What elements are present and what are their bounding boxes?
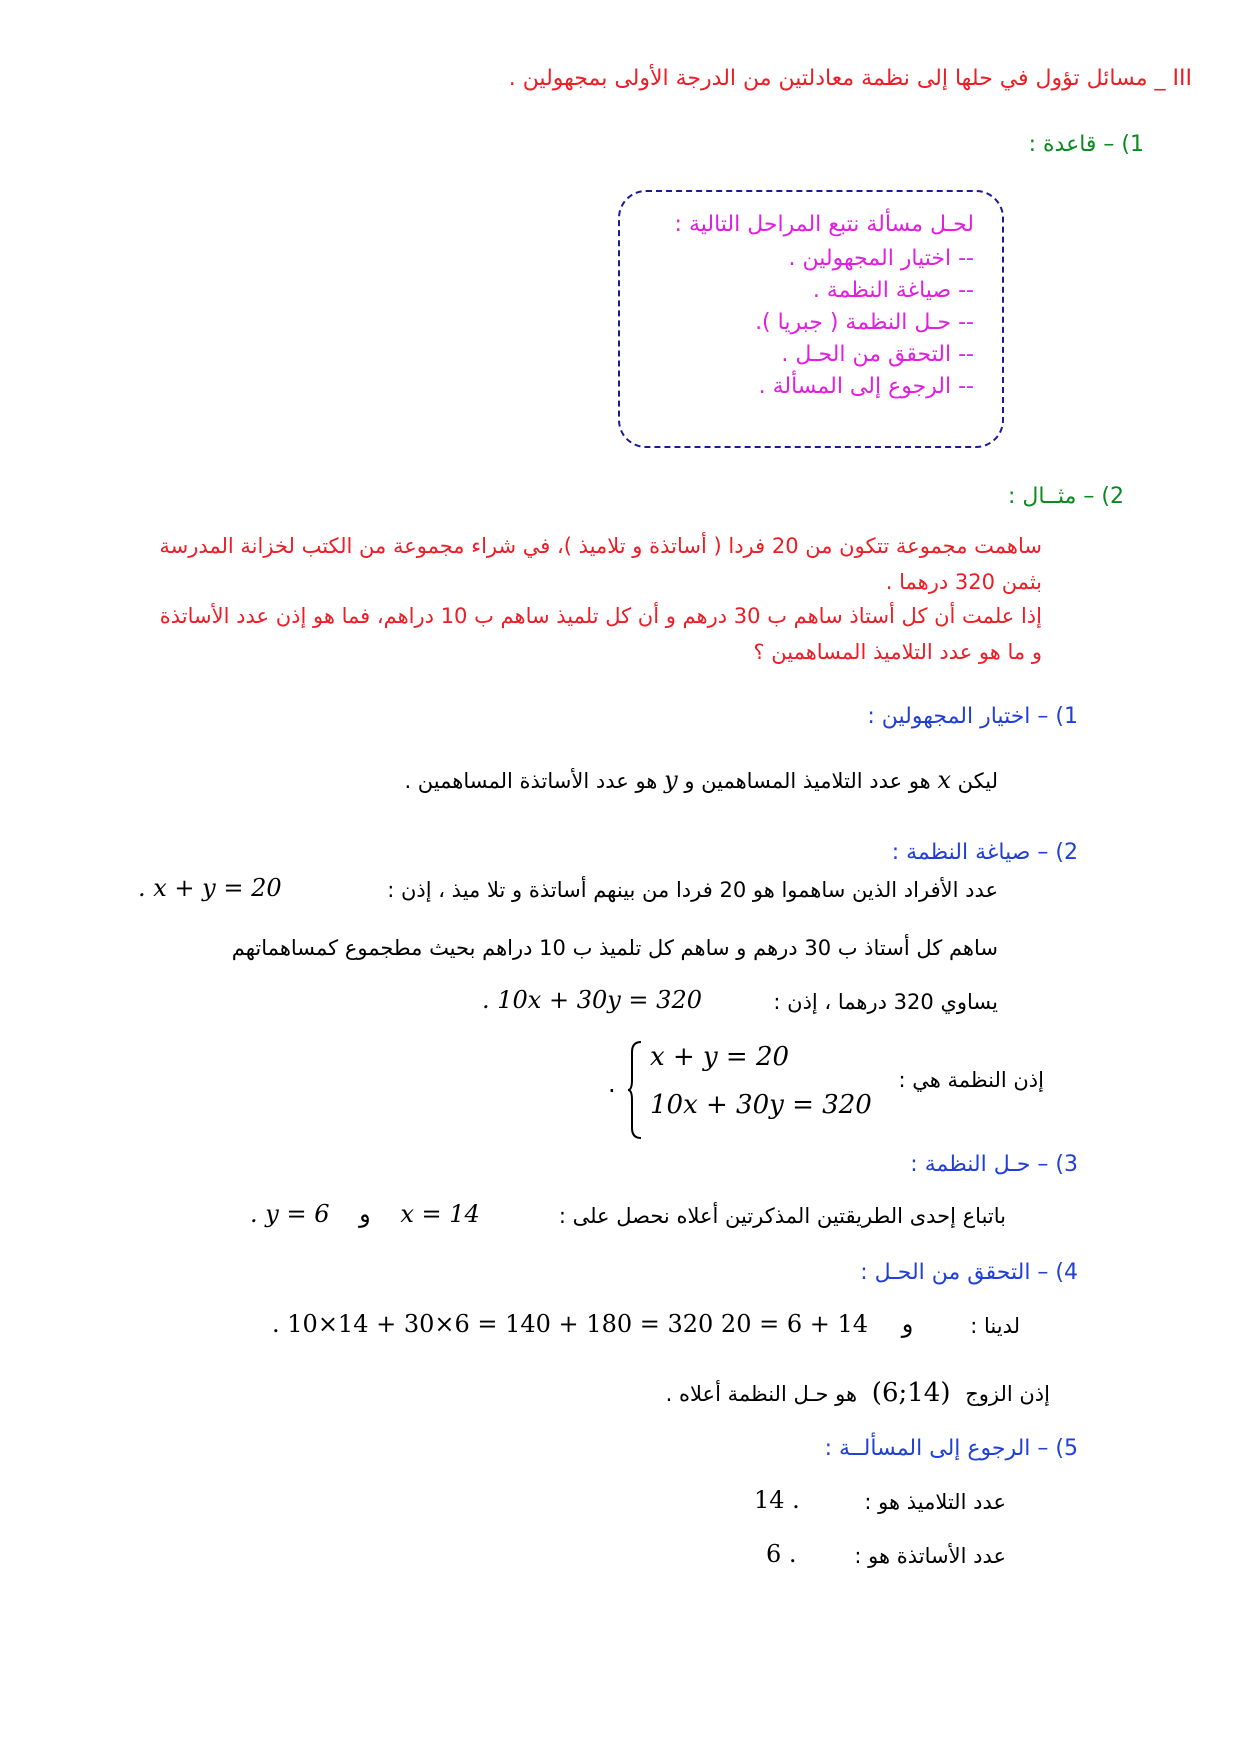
left-brace-icon [628, 1040, 642, 1140]
step3-text: باتباع إحدى الطريقتين المذكرتين أعلاه نحصل على : [558, 1204, 1006, 1228]
rule-step-return: -- الرجوع إلى المسألة . [758, 374, 974, 399]
check-sum: 14 + 6 = 20 [720, 1310, 869, 1338]
step1-text-a: ليكن [957, 769, 998, 793]
rule-step-choose: -- اختيار المجهولين . [788, 246, 974, 271]
step2-line-2: ساهم كل أستاذ ب 30 درهم و ساهم كل تلميذ ب 10 دراهم بحيث مطجموع كمساهماتهم [231, 936, 998, 960]
check-end-dot: . [272, 1310, 280, 1338]
problem-line-4: و ما هو عدد التلاميذ المساهمين ؟ [753, 640, 1042, 664]
rule-box-intro: لحـل مسألة نتبع المراحل التالية : [674, 212, 974, 237]
problem-line-1: ساهمت مجموعة تتكون من 20 فردا ( أساتذة و تلاميذ )، في شراء مجموعة من الكتب لخزانة المدرسة [159, 534, 1042, 558]
system-equation-2: 10x + 30y = 320 [650, 1090, 872, 1120]
equation-cost-text: 10x + 30y = 320 [497, 986, 702, 1014]
check-and: و [901, 1310, 914, 1338]
step5-heading: 5) – الرجوع إلى المسألــة : [824, 1436, 1078, 1461]
problem-line-3: إذا علمت أن كل أستاذ ساهم ب 30 درهم و أن كل تلميذ ساهم ب 10 دراهم، فما هو إذن عدد الأساتذة [159, 604, 1042, 628]
step2-heading: 2) – صياغة النظمة : [891, 840, 1078, 865]
students-label: عدد التلاميذ هو : [864, 1490, 1006, 1514]
step1-text-c: هو عدد الأساتذة المساهمين . [404, 769, 658, 793]
rule-step-formulate: -- صياغة النظمة . [812, 278, 974, 303]
check-line [272, 1310, 939, 1338]
system-equation-1: x + y = 20 [650, 1042, 790, 1072]
equation-sum: . x + y = 20 [138, 874, 282, 902]
step1-text-b: هو عدد التلاميذ المساهمين و [684, 769, 931, 793]
solution-pair: (14;6) [871, 1378, 951, 1408]
equation-cost: . 10x + 30y = 320 [482, 986, 702, 1014]
solution-line [250, 1200, 480, 1228]
solution-x: x = 14 [400, 1200, 480, 1228]
solution-and: و [359, 1200, 371, 1228]
example-heading: 2) – مثــال : [1008, 484, 1124, 509]
pair-text-a: إذن الزوج [965, 1382, 1050, 1406]
system-end-dot: . [608, 1070, 616, 1098]
variable-x: x [937, 766, 951, 794]
pair-text-b: هو حـل النظمة أعلاه . [665, 1382, 858, 1406]
pair-statement [666, 1378, 1050, 1408]
variable-y: y [664, 766, 678, 794]
step2-line1-text: عدد الأفراد الذين ساهموا هو 20 فردا من بينهم أساتذة و تلا ميذ ، إذن : [387, 878, 998, 902]
students-value: 14 . [754, 1486, 800, 1514]
rule-step-verify: -- التحقق من الحـل . [781, 342, 974, 367]
step4-heading: 4) – التحقق من الحـل : [860, 1260, 1078, 1285]
solution-end-dot: . [250, 1200, 258, 1228]
page-title: III _ مسائل تؤول في حلها إلى نظمة معادلتين من الدرجة الأولى بمجهولين . [508, 66, 1192, 91]
step2-line-3: يساوي 320 درهما ، إذن : [773, 990, 998, 1014]
rule-box [618, 190, 1004, 448]
teachers-label: عدد الأساتذة هو : [854, 1544, 1006, 1568]
step3-heading: 3) – حـل النظمة : [910, 1152, 1078, 1177]
rule-step-solve: -- حـل النظمة ( جبريا ). [755, 310, 974, 335]
rule-heading: 1) – قاعدة : [1028, 132, 1144, 157]
teachers-value: 6 . [766, 1540, 797, 1568]
problem-line-2: بثمن 320 درهما . [885, 570, 1042, 594]
equation-system [628, 1040, 872, 1140]
equation-sum-text: x + y = 20 [153, 874, 282, 902]
system-label: إذن النظمة هي : [898, 1068, 1044, 1092]
step1-definition [404, 766, 998, 794]
step2-line-1 [387, 878, 998, 902]
step1-heading: 1) – اختيار المجهولين : [867, 704, 1078, 729]
check-label: لدينا : [970, 1314, 1020, 1338]
solution-y: y = 6 [265, 1200, 330, 1228]
check-products: 10×14 + 30×6 = 140 + 180 = 320 [287, 1310, 714, 1338]
